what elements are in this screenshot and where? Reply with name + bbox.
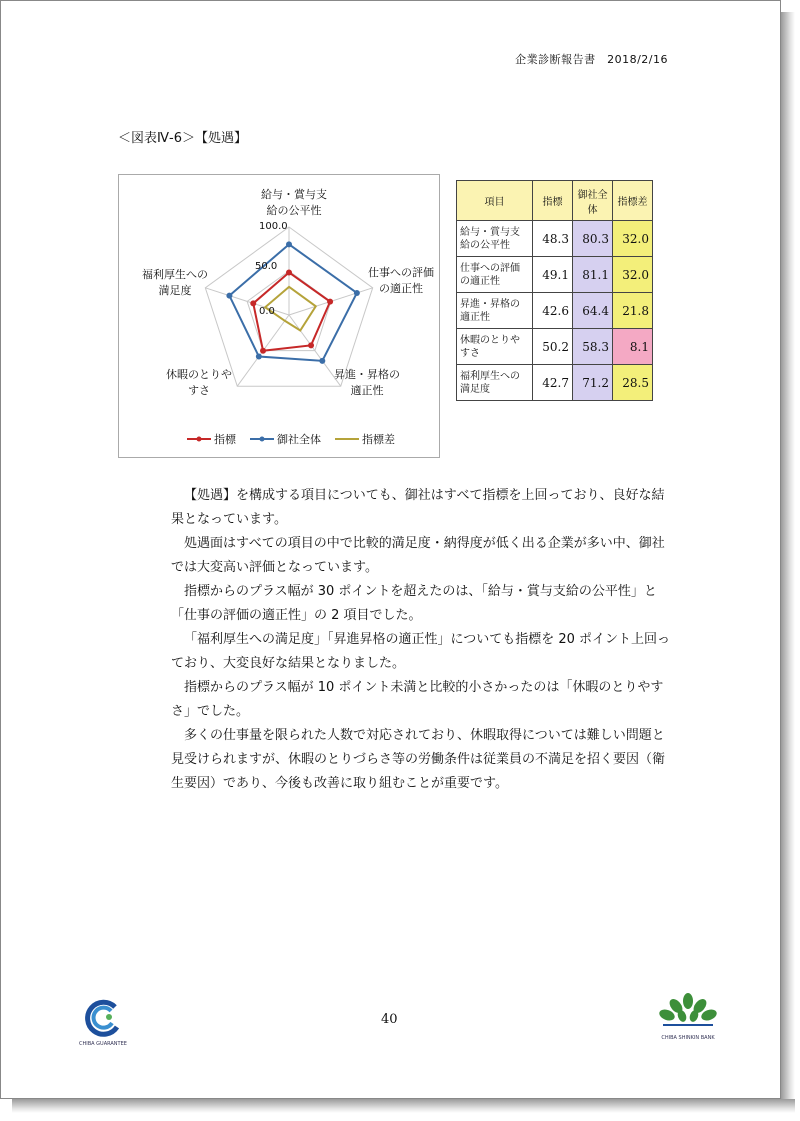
cell-index: 49.1 xyxy=(533,257,573,293)
table-row xyxy=(457,257,653,293)
header-diff: 指標差 xyxy=(613,181,653,221)
chiba-guarantee-logo xyxy=(79,997,127,1047)
data-point-company xyxy=(319,358,325,364)
logo-right-caption: CHIBA SHINKIN BANK xyxy=(661,1035,715,1041)
commentary xyxy=(171,484,671,796)
legend-marker-company xyxy=(250,435,274,443)
cell-item: 仕事への評価の適正性 xyxy=(457,257,533,293)
cell-diff: 8.1 xyxy=(613,329,653,365)
data-point-company xyxy=(226,293,232,299)
tree-logo-icon xyxy=(653,991,723,1031)
cell-item: 昇進・昇格の適正性 xyxy=(457,293,533,329)
paragraph: 多くの仕事量を限られた人数で対応されており、休暇取得については難しい問題と見受けられますが、休暇のとりづらさ等の労働条件は従業員の不満足を招く要因（衛生要因）であり、今後も改善に取り組むことが重要です。 xyxy=(171,728,666,791)
table-row xyxy=(457,293,653,329)
table-row xyxy=(457,365,653,401)
data-point-company xyxy=(354,290,360,296)
tick-label-0: 0.0 xyxy=(259,306,275,317)
table-row xyxy=(457,329,653,365)
report-header: 企業診断報告書 2018/2/16 xyxy=(515,53,668,66)
axis-label-vacation: 休暇のとりや すさ xyxy=(166,368,232,397)
page-shadow-right xyxy=(781,12,795,1109)
data-point-index xyxy=(250,300,256,306)
axis-label-promotion: 昇進・昇格の 適正性 xyxy=(334,368,400,397)
legend-marker-index xyxy=(187,435,211,443)
score-table xyxy=(456,180,653,401)
cell-index: 48.3 xyxy=(533,221,573,257)
table-row xyxy=(457,221,653,257)
table-header-row xyxy=(457,181,653,221)
legend-label-index: 指標 xyxy=(214,433,236,446)
cell-index: 42.6 xyxy=(533,293,573,329)
paragraph: 【処遇】を構成する項目についても、御社はすべて指標を上回っており、良好な結果となっています。 xyxy=(171,488,665,527)
cell-company: 81.1 xyxy=(573,257,613,293)
legend-item-index xyxy=(187,431,236,447)
axis-label-welfare: 福利厚生への 満足度 xyxy=(142,268,208,297)
tick-label-100: 100.0 xyxy=(259,221,288,232)
header-item: 項目 xyxy=(457,181,533,221)
legend-marker-diff xyxy=(335,435,359,443)
axis-label-pay-fairness: 給与・賞与支 給の公平性 xyxy=(261,188,327,217)
radar-chart xyxy=(118,174,440,458)
cell-index: 50.2 xyxy=(533,329,573,365)
cell-item: 福利厚生への満足度 xyxy=(457,365,533,401)
swirl-logo-icon xyxy=(79,997,123,1037)
cell-company: 64.4 xyxy=(573,293,613,329)
cell-company: 58.3 xyxy=(573,329,613,365)
chiba-shinkin-bank-logo xyxy=(653,991,723,1041)
data-point-index xyxy=(286,269,292,275)
cell-diff: 21.8 xyxy=(613,293,653,329)
cell-diff: 32.0 xyxy=(613,257,653,293)
header-company: 御社全体 xyxy=(573,181,613,221)
data-point-index xyxy=(308,342,314,348)
paragraph: 指標からのプラス幅が 30 ポイントを超えたのは、「給与・賞与支給の公平性」と「仕事の評価の適正性」の 2 項目でした。 xyxy=(171,584,657,623)
axis-label-work-evaluation: 仕事への評価 の適正性 xyxy=(368,266,434,295)
cell-diff: 28.5 xyxy=(613,365,653,401)
legend-label-company: 御社全体 xyxy=(277,433,321,446)
paragraph: 「福利厚生への満足度」「昇進昇格の適正性」についても指標を 20 ポイント上回っており、大変良好な結果となりました。 xyxy=(171,632,671,671)
cell-index: 42.7 xyxy=(533,365,573,401)
cell-diff: 32.0 xyxy=(613,221,653,257)
logo-left-caption: CHIBA GUARANTEE xyxy=(79,1041,127,1047)
header-index: 指標 xyxy=(533,181,573,221)
figure-title: ＜図表Ⅳ-6＞【処遇】 xyxy=(118,131,247,146)
page-number: 40 xyxy=(381,1012,398,1027)
legend-label-diff: 指標差 xyxy=(362,433,395,446)
cell-company: 80.3 xyxy=(573,221,613,257)
data-point-index xyxy=(260,348,266,354)
data-point-company xyxy=(286,241,292,247)
paragraph: 処遇面はすべての項目の中で比較的満足度・納得度が低く出る企業が多い中、御社では大変高い評価となっています。 xyxy=(171,536,665,575)
legend-item-company xyxy=(250,431,321,447)
cell-company: 71.2 xyxy=(573,365,613,401)
legend-item-diff xyxy=(335,431,395,447)
data-point-index xyxy=(327,299,333,305)
chart-legend xyxy=(187,431,395,447)
tick-label-50: 50.0 xyxy=(255,261,278,272)
paragraph: 指標からのプラス幅が 10 ポイント未満と比較的小さかったのは「休暇のとりやすさ」でした。 xyxy=(171,680,664,719)
grid-spoke xyxy=(205,288,289,315)
data-point-company xyxy=(256,354,262,360)
cell-item: 休暇のとりやすさ xyxy=(457,329,533,365)
cell-item: 給与・賞与支給の公平性 xyxy=(457,221,533,257)
page-shadow-bottom xyxy=(12,1099,795,1113)
